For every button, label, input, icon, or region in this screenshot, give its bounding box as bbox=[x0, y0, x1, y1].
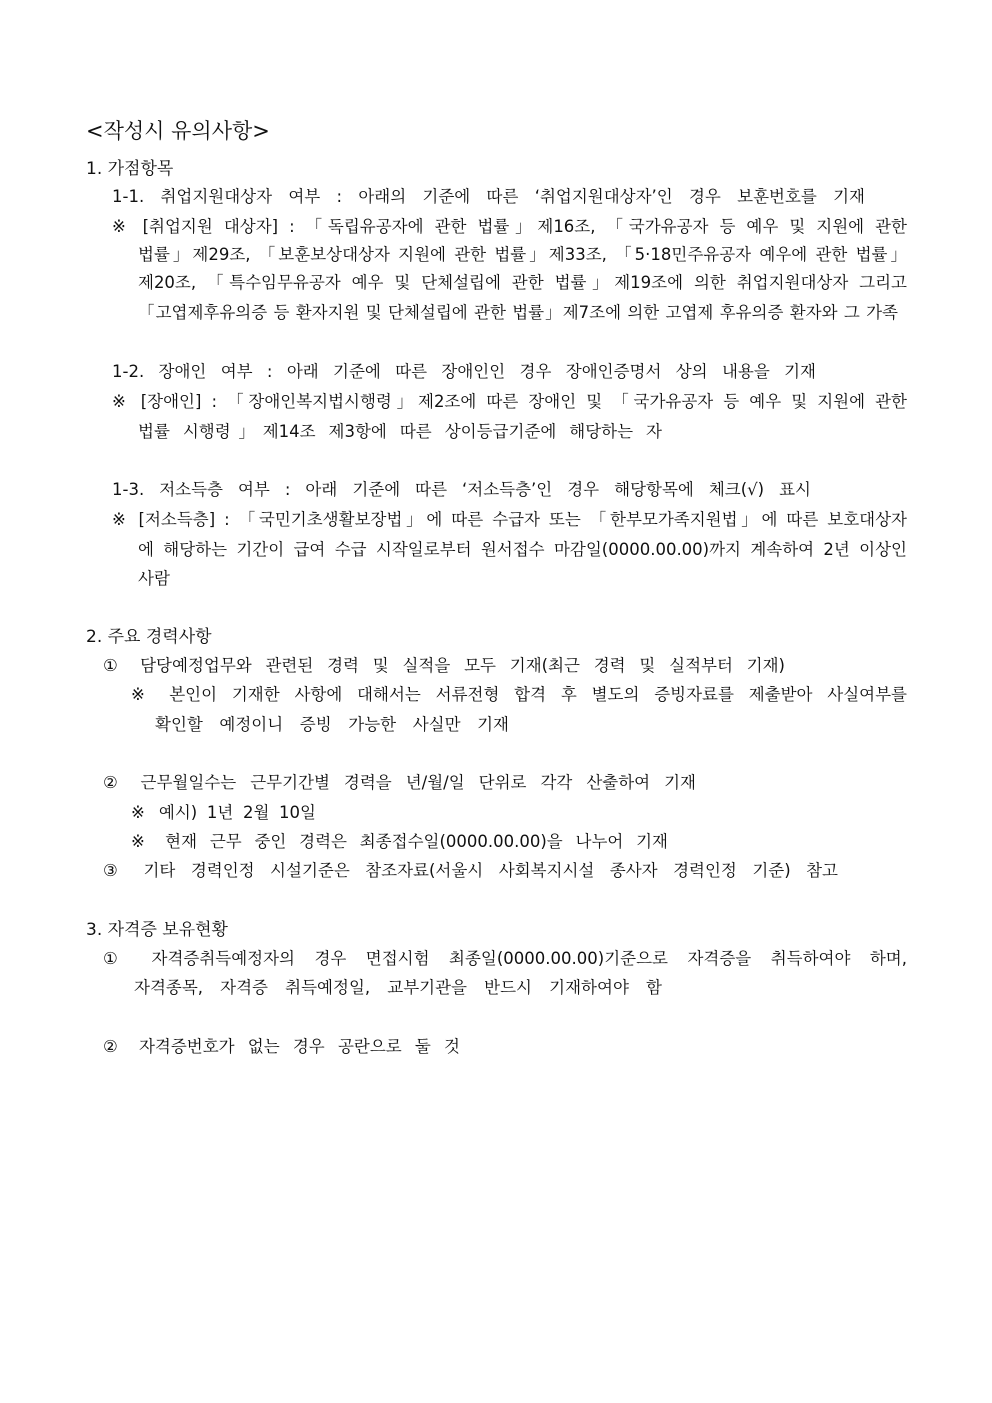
note-line: ※ [취업지원 대상자] : 「독립유공자에 관한 법률」제16조, 「국가유공자 등 예우 및 지원에 관한 bbox=[112, 217, 907, 236]
note-line: 사람 bbox=[138, 569, 170, 588]
note-line: 에 해당하는 기간이 급여 수급 시작일로부터 원서접수 마감일(0000.00.00)까지 계속하여 2년 이상인 bbox=[138, 540, 907, 559]
item-label: ② 근무월일수는 근무기간별 경력을 년/월/일 단위로 각각 산출하여 기재 bbox=[103, 773, 696, 792]
note-line: 확인할 예정이니 증빙 가능한 사실만 기재 bbox=[155, 715, 509, 734]
note-line: 법률 시행령」제14조 제3항에 따른 상이등급기준에 해당하는 자 bbox=[138, 422, 662, 441]
note-line: ※ 예시) 1년 2월 10일 bbox=[131, 803, 316, 822]
item-label: 1-3. 저소득층 여부 : 아래 기준에 따른 ‘저소득층’인 경우 해당항목에 체크(√) 표시 bbox=[112, 480, 811, 499]
page-title: <작성시 유의사항> bbox=[86, 119, 270, 143]
item-label: ① 담당예정업무와 관련된 경력 및 실적을 모두 기재(최근 경력 및 실적부터 기재) bbox=[103, 656, 785, 675]
note-line: 「고엽제후유의증 등 환자지원 및 단체설립에 관한 법률」제7조에 의한 고엽제 후유의증 환자와 그 가족 bbox=[138, 303, 898, 322]
item-label: 1-1. 취업지원대상자 여부 : 아래의 기준에 따른 ‘취업지원대상자’인 경우 보훈번호를 기재 bbox=[112, 187, 865, 206]
note-line: ※ 본인이 기재한 사항에 대해서는 서류전형 합격 후 별도의 증빙자료를 제출받아 사실여부를 bbox=[131, 685, 907, 704]
item-label: ③ 기타 경력인정 시설기준은 참조자료(서울시 사회복지시설 종사자 경력인정 기준) 참고 bbox=[103, 861, 838, 880]
item-label: 1-2. 장애인 여부 : 아래 기준에 따른 장애인인 경우 장애인증명서 상의 내용을 기재 bbox=[112, 362, 816, 381]
item-label: ② 자격증번호가 없는 경우 공란으로 둘 것 bbox=[103, 1037, 460, 1056]
note-line: ※ [저소득층] : 「국민기초생활보장법」에 따른 수급자 또는 「한부모가족지원법」에 따른 보호대상자 bbox=[112, 510, 907, 529]
note-line: ※ 현재 근무 중인 경력은 최종접수일(0000.00.00)을 나누어 기재 bbox=[131, 832, 668, 851]
note-line: 자격종목, 자격증 취득예정일, 교부기관을 반드시 기재하여야 함 bbox=[134, 978, 662, 997]
item-label: ① 자격증취득예정자의 경우 면접시험 최종일(0000.00.00)기준으로 자격증을 취득하여야 하며, bbox=[103, 949, 907, 968]
section-heading: 2. 주요 경력사항 bbox=[86, 627, 212, 647]
section-heading: 1. 가점항목 bbox=[86, 159, 174, 179]
section-heading: 3. 자격증 보유현황 bbox=[86, 920, 228, 940]
note-line: ※ [장애인] : 「장애인복지법시행령」제2조에 따른 장애인 및 「국가유공자 등 예우 및 지원에 관한 bbox=[112, 392, 907, 411]
note-line: 제20조, 「특수임무유공자 예우 및 단체설립에 관한 법률」제19조에 의한 취업지원대상자 그리고 bbox=[138, 273, 907, 292]
note-line: 법률」제29조, 「보훈보상대상자 지원에 관한 법률」제33조, 「5·18민주유공자 예우에 관한 법률」 bbox=[138, 245, 907, 264]
